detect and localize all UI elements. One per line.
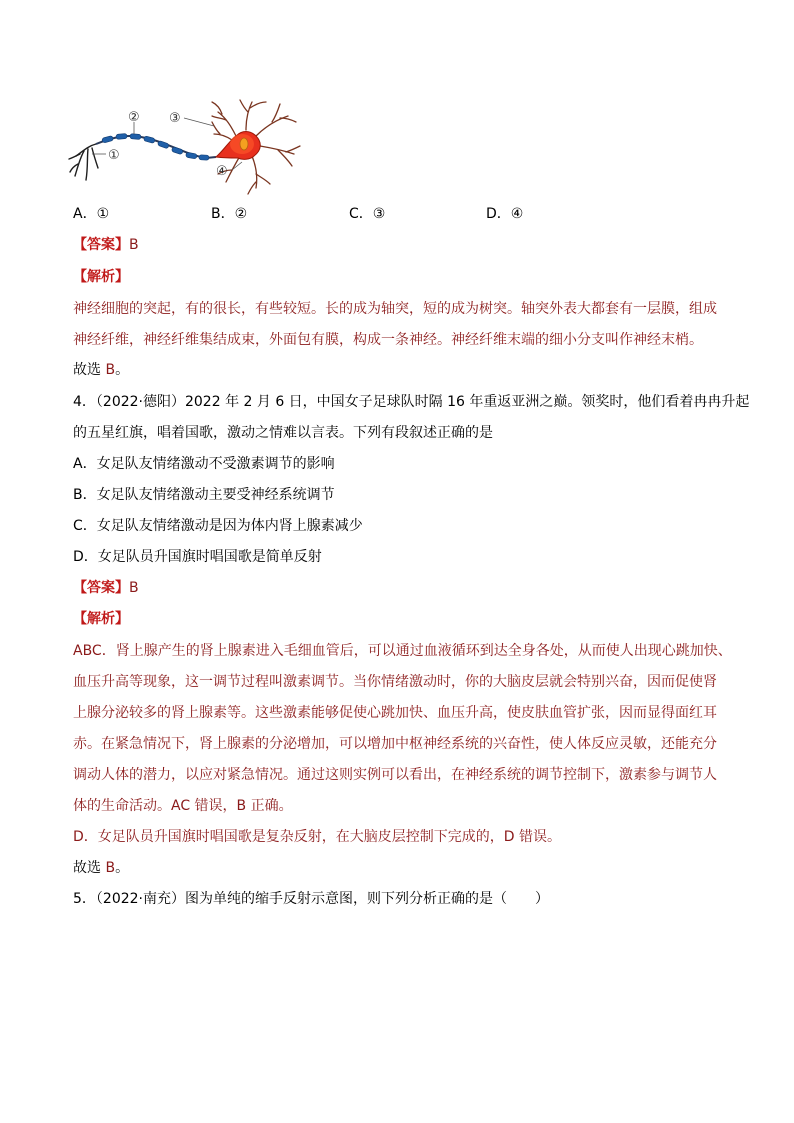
q4-analysis-line-6: 体的生命活动。AC 错误，B 正确。 bbox=[73, 798, 293, 814]
q3-analysis-line-1: 神经细胞的突起，有的很长，有些较短。长的成为轴突，短的成为树突。轴突外表大都套有一层膜，组成 bbox=[73, 301, 717, 317]
q4-analysis-line-2: 血压升高等现象，这一调节过程叫激素调节。当你情绪激动时，你的大脑皮层就会特别兴奋，因而促使肾 bbox=[73, 674, 717, 690]
marker-4: ④ bbox=[216, 164, 228, 179]
q4-analysis-line-7: D．女足队员升国旗时唱国歌是复杂反射，在大脑皮层控制下完成的，D 错误。 bbox=[73, 829, 562, 845]
q4-option-c: C．女足队友情绪激动是因为体内肾上腺素减少 bbox=[73, 518, 363, 534]
marker-2: ② bbox=[128, 110, 140, 125]
q4-option-a: A．女足队友情绪激动不受激素调节的影响 bbox=[73, 456, 335, 472]
q4-stem-line-1: 4．（2022·德阳）2022 年 2 月 6 日，中国女子足球队时隔 16 年重返亚洲之巅。领奖时，他们看着冉冉升起 bbox=[73, 394, 750, 410]
q4-analysis-line-1: ABC．肾上腺产生的肾上腺素进入毛细血管后，可以通过血液循环到达全身各处，从而使人出现心跳加快、 bbox=[73, 643, 732, 659]
q4-analysis-tag: 【解析】 bbox=[73, 611, 129, 627]
q3-option-c: C．③ bbox=[349, 206, 386, 222]
q5-stem: 5．（2022·南充）图为单纯的缩手反射示意图，则下列分析正确的是（ ） bbox=[73, 891, 549, 907]
q4-analysis-line-3: 上腺分泌较多的肾上腺素等。这些激素能够促使心跳加快、血压升高，使皮肤血管扩张，因而显得面红耳 bbox=[73, 705, 717, 721]
q3-answer: 【答案】B bbox=[73, 237, 139, 253]
q4-conclusion: 故选 B。 bbox=[73, 860, 130, 876]
q4-option-d: D．女足队员升国旗时唱国歌是简单反射 bbox=[73, 549, 322, 565]
q3-option-d: D．④ bbox=[486, 206, 524, 222]
q3-analysis-tag: 【解析】 bbox=[73, 269, 129, 285]
q3-option-b: B．② bbox=[211, 206, 248, 222]
axon-terminals bbox=[69, 144, 98, 180]
q4-option-b: B．女足队友情绪激动主要受神经系统调节 bbox=[73, 487, 335, 503]
q3-conclusion: 故选 B。 bbox=[73, 362, 130, 378]
q4-answer: 【答案】B bbox=[73, 580, 139, 596]
q3-option-a: A．① bbox=[73, 206, 110, 222]
q4-stem-line-2: 的五星红旗，唱着国歌，激动之情难以言表。下列有段叙述正确的是 bbox=[73, 425, 493, 441]
q3-analysis-line-2: 神经纤维，神经纤维集结成束，外面包有膜，构成一条神经。神经纤维末端的细小分支叫作神经末梢。 bbox=[73, 332, 703, 348]
nucleus bbox=[240, 138, 248, 150]
q4-analysis-line-5: 调动人体的潜力，以应对紧急情况。通过这则实例可以看出，在神经系统的调节控制下，激素参与调节人 bbox=[73, 767, 717, 783]
neuron-diagram bbox=[66, 96, 302, 196]
marker-3: ③ bbox=[169, 111, 181, 126]
q4-analysis-line-4: 赤。在紧急情况下，肾上腺素的分泌增加，可以增加中枢神经系统的兴奋性，使人体反应灵敏，还能充分 bbox=[73, 736, 717, 752]
marker-1: ① bbox=[108, 148, 120, 163]
